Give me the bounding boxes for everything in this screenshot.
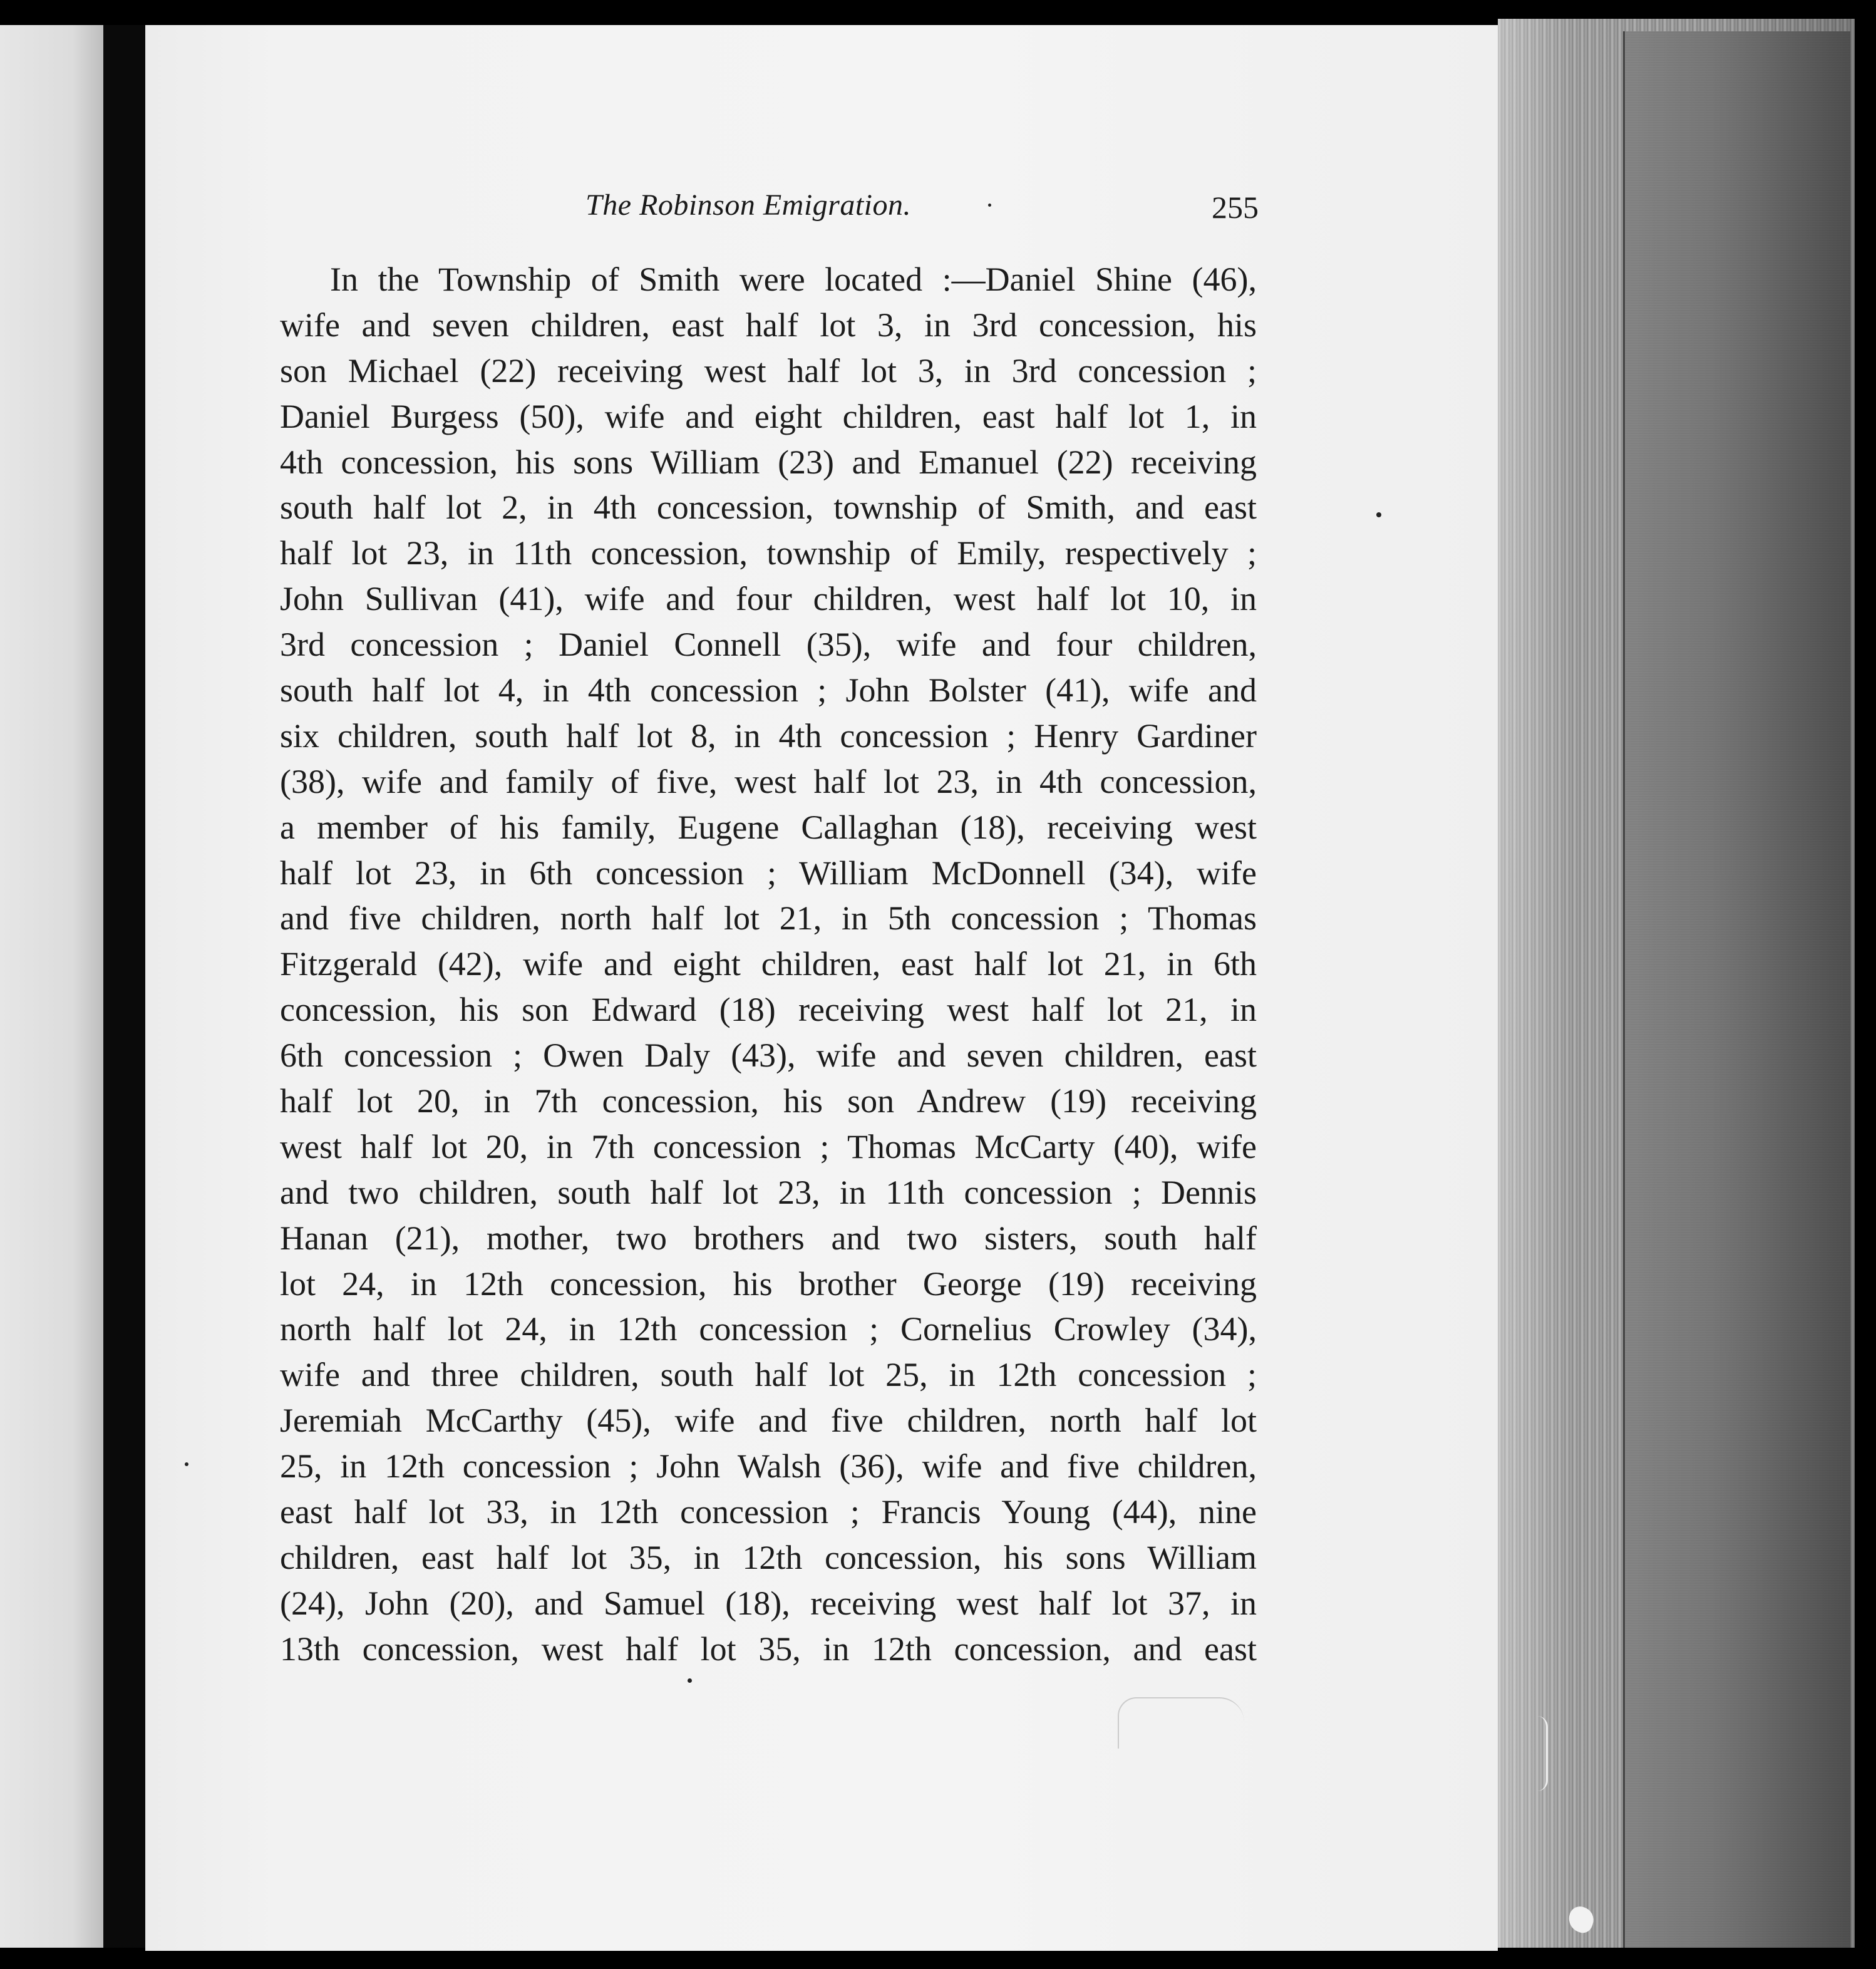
text-line: 3rd concession ; Daniel Connell (35), wife and four children,: [280, 626, 1257, 664]
text-line: lot 24, in 12th concession, his brother George (19) receiving: [280, 1264, 1257, 1303]
book-gutter: [103, 25, 147, 1948]
text-line: south half lot 2, in 4th concession, township of Smith, and east: [280, 488, 1257, 527]
dust-speck: [185, 1462, 188, 1466]
pencil-mark: [1118, 1697, 1244, 1749]
text-line: 13th concession, west half lot 35, in 12th concession, and east: [280, 1630, 1257, 1668]
text-line: 25, in 12th concession ; John Walsh (36), wife and five children,: [280, 1447, 1257, 1486]
text-line: west half lot 20, in 7th concession ; Thomas McCarty (40), wife: [280, 1127, 1257, 1165]
text-line: Daniel Burgess (50), wife and eight children, east half lot 1, in: [280, 397, 1257, 435]
text-line: and five children, north half lot 21, in 5th concession ; Thomas: [280, 899, 1257, 938]
text-line: 6th concession ; Owen Daly (43), wife and seven children, east: [280, 1036, 1257, 1075]
text-line: wife and three children, south half lot 25, in 12th concession ;: [280, 1356, 1257, 1394]
text-line: concession, his son Edward (18) receiving west half lot 21, in: [280, 991, 1257, 1029]
text-line: Fitzgerald (42), wife and eight children, east half lot 21, in 6th: [280, 945, 1257, 983]
running-head-title: The Robinson Emigration.: [585, 189, 912, 222]
dust-speck: [988, 204, 991, 207]
text-line: half lot 20, in 7th concession, his son Andrew (19) receiving: [280, 1082, 1257, 1120]
page-number: 255: [1212, 190, 1259, 225]
page-edges-shading: [1498, 19, 1855, 1948]
text-line: wife and seven children, east half lot 3, in 3rd concession, his: [280, 306, 1257, 344]
text-line: children, east half lot 35, in 12th concession, his sons William: [280, 1538, 1257, 1576]
text-line: six children, south half lot 8, in 4th concession ; Henry Gardiner: [280, 716, 1257, 755]
dust-speck: [688, 1678, 692, 1683]
text-line: a member of his family, Eugene Callaghan (18), receiving west: [280, 808, 1257, 846]
text-line: Jeremiah McCarthy (45), wife and five children, north half lot: [280, 1402, 1257, 1440]
text-line: south half lot 4, in 4th concession ; John Bolster (41), wife and: [280, 671, 1257, 710]
text-line: north half lot 24, in 12th concession ; Cornelius Crowley (34),: [280, 1310, 1257, 1348]
body-paragraph: [280, 257, 1257, 1672]
text-line: and two children, south half lot 23, in 11th concession ; Dennis: [280, 1173, 1257, 1211]
facing-page-edge: [0, 25, 103, 1948]
text-line: 4th concession, his sons William (23) and Emanuel (22) receiving: [280, 443, 1257, 481]
text-line: (38), wife and family of five, west half lot 23, in 4th concession,: [280, 762, 1257, 800]
page-edge-glint: [1537, 1716, 1548, 1791]
text-line: Hanan (21), mother, two brothers and two sisters, south half: [280, 1219, 1257, 1257]
text-line: east half lot 33, in 12th concession ; Francis Young (44), nine: [280, 1493, 1257, 1531]
dust-speck: [1376, 512, 1381, 517]
text-line: half lot 23, in 11th concession, township of Emily, respectively ;: [280, 534, 1257, 572]
text-line: John Sullivan (41), wife and four children, west half lot 10, in: [280, 580, 1257, 618]
text-line: In the Township of Smith were located :—Daniel Shine (46),: [330, 261, 1257, 298]
text-line: (24), John (20), and Samuel (18), receiving west half lot 37, in: [280, 1584, 1257, 1622]
text-line: half lot 23, in 6th concession ; William McDonnell (34), wife: [280, 854, 1257, 892]
text-line: son Michael (22) receiving west half lot 3, in 3rd concession ;: [280, 351, 1257, 390]
